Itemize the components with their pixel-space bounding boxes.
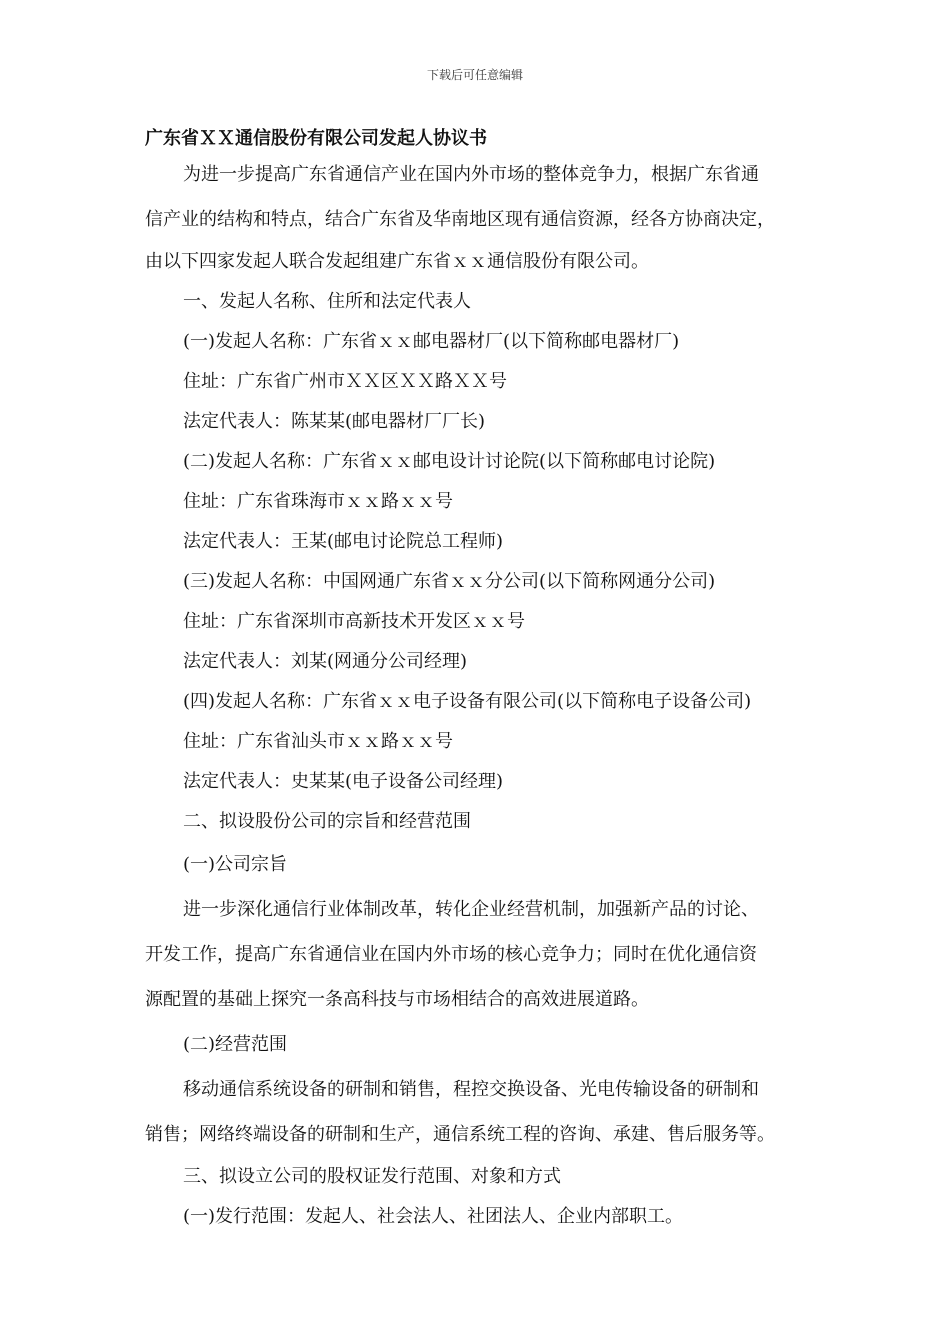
- subsection-heading: (一)公司宗旨: [183, 854, 288, 875]
- paragraph-line: (二)发起人名称：广东省ｘｘ邮电设计讨论院(以下简称邮电讨论院): [183, 451, 716, 472]
- section-heading: 一、发起人名称、住所和法定代表人: [183, 291, 471, 312]
- paragraph-line: 信产业的结构和特点，结合广东省及华南地区现有通信资源，经各方协商决定，: [145, 209, 775, 230]
- document-title: 广东省ＸＸ通信股份有限公司发起人协议书: [145, 128, 487, 149]
- paragraph-line: 住址：广东省汕头市ｘｘ路ｘｘ号: [183, 731, 453, 752]
- paragraph-line: 移动通信系统设备的研制和销售，程控交换设备、光电传输设备的研制和: [183, 1079, 759, 1100]
- paragraph-line: 由以下四家发起人联合发起组建广东省ｘｘ通信股份有限公司。: [145, 251, 649, 272]
- paragraph-line: 住址：广东省深圳市高新技术开发区ｘｘ号: [183, 611, 525, 632]
- paragraph-line: 进一步深化通信行业体制改革，转化企业经营机制，加强新产品的讨论、: [183, 899, 759, 920]
- section-heading: 三、拟设立公司的股权证发行范围、对象和方式: [183, 1166, 561, 1187]
- paragraph-line: (三)发起人名称：中国网通广东省ｘｘ分公司(以下简称网通分公司): [183, 571, 716, 592]
- paragraph-line: 源配置的基础上探究一条高科技与市场相结合的高效进展道路。: [145, 989, 649, 1010]
- paragraph-line: 开发工作，提高广东省通信业在国内外市场的核心竞争力；同时在优化通信资: [145, 944, 757, 965]
- paragraph-line: (四)发起人名称：广东省ｘｘ电子设备有限公司(以下简称电子设备公司): [183, 691, 752, 712]
- paragraph-line: 法定代表人：史某某(电子设备公司经理): [183, 771, 504, 792]
- paragraph-line: 法定代表人：刘某(网通分公司经理): [183, 651, 468, 672]
- paragraph-line: 住址：广东省广州市ＸＸ区ＸＸ路ＸＸ号: [183, 371, 507, 392]
- section-heading: 二、拟设股份公司的宗旨和经营范围: [183, 811, 471, 832]
- paragraph-line: 法定代表人：陈某某(邮电器材厂厂长): [183, 411, 486, 432]
- paragraph-line: 住址：广东省珠海市ｘｘ路ｘｘ号: [183, 491, 453, 512]
- document-body: [145, 152, 810, 1237]
- paragraph-line: (一)发行范围：发起人、社会法人、社团法人、企业内部职工。: [183, 1206, 684, 1227]
- paragraph-line: 法定代表人：王某(邮电讨论院总工程师): [183, 531, 504, 552]
- paragraph-line: (一)发起人名称：广东省ｘｘ邮电器材厂(以下简称邮电器材厂): [183, 331, 680, 352]
- paragraph-line: 销售；网络终端设备的研制和生产，通信系统工程的咨询、承建、售后服务等。: [145, 1124, 775, 1145]
- paragraph-line: 为进一步提高广东省通信产业在国内外市场的整体竞争力，根据广东省通: [183, 164, 759, 185]
- page-header-note: 下载后可任意编辑: [426, 68, 523, 82]
- subsection-heading: (二)经营范围: [183, 1034, 288, 1055]
